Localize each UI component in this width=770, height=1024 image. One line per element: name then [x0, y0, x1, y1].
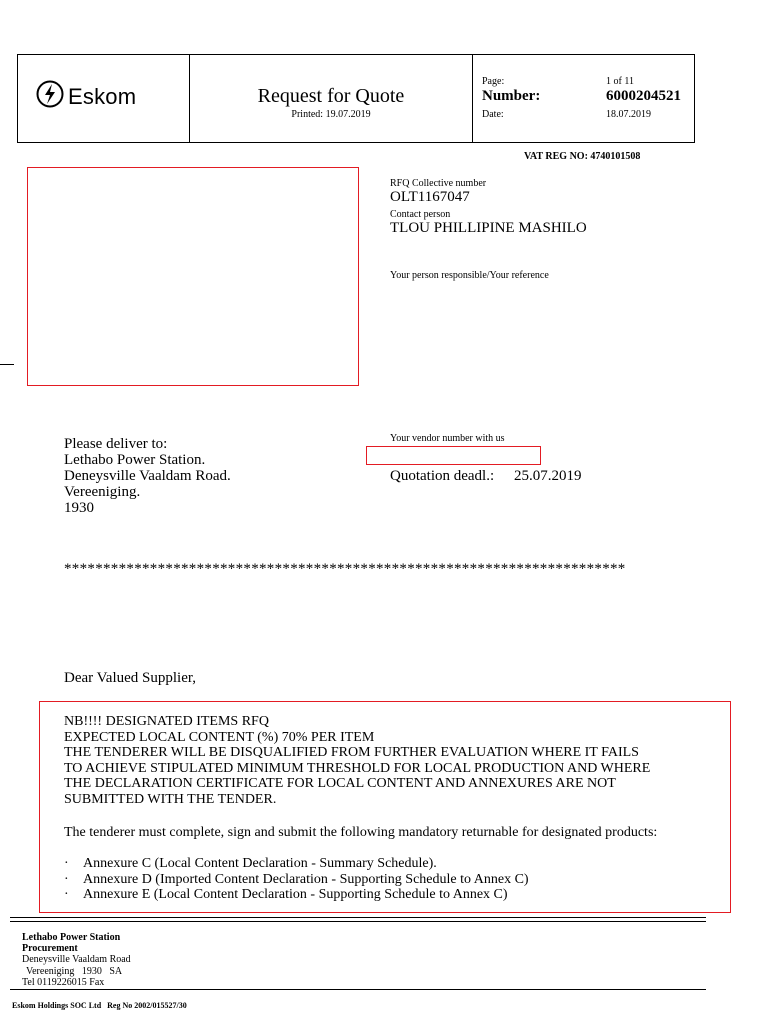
- footer-divider: [10, 989, 706, 990]
- delivery-line: 1930: [64, 500, 94, 516]
- quotation-deadline-label: Quotation deadl.:: [390, 468, 495, 484]
- greeting: Dear Valued Supplier,: [64, 670, 197, 686]
- delivery-line: Vereeniging.: [64, 484, 141, 500]
- footer-address: [22, 932, 131, 988]
- page-label: Page:: [482, 76, 505, 87]
- eskom-logo: [36, 80, 136, 113]
- annexure-list: [64, 856, 724, 903]
- footer-tel: Tel 0119226015 Fax: [22, 976, 105, 988]
- reference-label: Your person responsible/Your reference: [390, 270, 549, 281]
- notice-line: THE DECLARATION CERTIFICATE FOR LOCAL CONTENT AND ANNEXURES ARE NOT: [64, 776, 616, 792]
- bullet: ·: [64, 856, 69, 871]
- date-value: 18.07.2019: [606, 109, 651, 120]
- notice-text: [64, 714, 724, 808]
- vat-reg-number: VAT REG NO: 4740101508: [524, 151, 641, 162]
- eskom-logo-icon: [36, 80, 64, 113]
- notice-line: THE TENDERER WILL BE DISQUALIFIED FROM FURTHER EVALUATION WHERE IT FAILS: [64, 745, 639, 761]
- notice-line: EXPECTED LOCAL CONTENT (%) 70% PER ITEM: [64, 729, 375, 745]
- notice-line: SUBMITTED WITH THE TENDER.: [64, 791, 277, 807]
- logo-text: Eskom: [68, 83, 137, 109]
- number-value: 6000204521: [606, 88, 681, 104]
- delivery-line: Deneysville Vaaldam Road.: [64, 468, 231, 484]
- document-title: Request for Quote: [257, 85, 405, 107]
- quotation-deadline-value: 25.07.2019: [514, 468, 582, 484]
- notice-line: TO ACHIEVE STIPULATED MINIMUM THRESHOLD FOR LOCAL PRODUCTION AND WHERE: [64, 760, 651, 776]
- bullet: ·: [64, 871, 69, 887]
- footer-divider: [10, 921, 706, 922]
- rfq-collective-value: OLT1167047: [390, 189, 470, 205]
- delivery-line: Lethabo Power Station.: [64, 452, 206, 468]
- vendor-number-box: [366, 446, 541, 465]
- contact-person-value: TLOU PHILLIPINE MASHILO: [390, 220, 587, 236]
- footer-city: Vereeniging 1930 SA: [26, 965, 123, 977]
- instruction-text: The tenderer must complete, sign and submit the following mandatory returnable for designated products:: [64, 825, 658, 840]
- notice-line: NB!!!! DESIGNATED ITEMS RFQ: [64, 714, 269, 729]
- annexure-d: Annexure D (Imported Content Declaration - Supporting Schedule to Annex C): [83, 871, 529, 887]
- footer-department: Procurement: [22, 943, 78, 955]
- footer-road: Deneysville Vaaldam Road: [22, 954, 131, 966]
- date-label: Date:: [482, 109, 504, 120]
- footer-station: Lethabo Power Station: [22, 932, 121, 943]
- list-item: [64, 887, 724, 903]
- page-value: 1 of 11: [606, 76, 634, 87]
- list-item: [64, 872, 724, 888]
- delivery-address: [64, 436, 231, 516]
- rfq-collective-label: RFQ Collective number: [390, 178, 487, 189]
- contact-person-label: Contact person: [390, 209, 451, 220]
- annexure-c: Annexure C (Local Content Declaration - Summary Schedule).: [83, 856, 437, 871]
- delivery-line: Please deliver to:: [64, 436, 168, 452]
- company-registration: Eskom Holdings SOC Ltd Reg No 2002/015527/30: [12, 1001, 187, 1010]
- vendor-address-box: [27, 167, 359, 386]
- footer-divider: [10, 917, 706, 918]
- number-label: Number:: [482, 88, 541, 104]
- fold-mark: [0, 364, 14, 365]
- vendor-number-label: Your vendor number with us: [390, 433, 505, 444]
- annexure-e: Annexure E (Local Content Declaration - Supporting Schedule to Annex C): [83, 887, 508, 903]
- list-item: [64, 856, 724, 872]
- header-divider: [472, 54, 473, 143]
- printed-date: Printed: 19.07.2019: [291, 109, 371, 120]
- separator-stars: ************************************************************************: [64, 561, 626, 577]
- bullet: ·: [64, 887, 69, 903]
